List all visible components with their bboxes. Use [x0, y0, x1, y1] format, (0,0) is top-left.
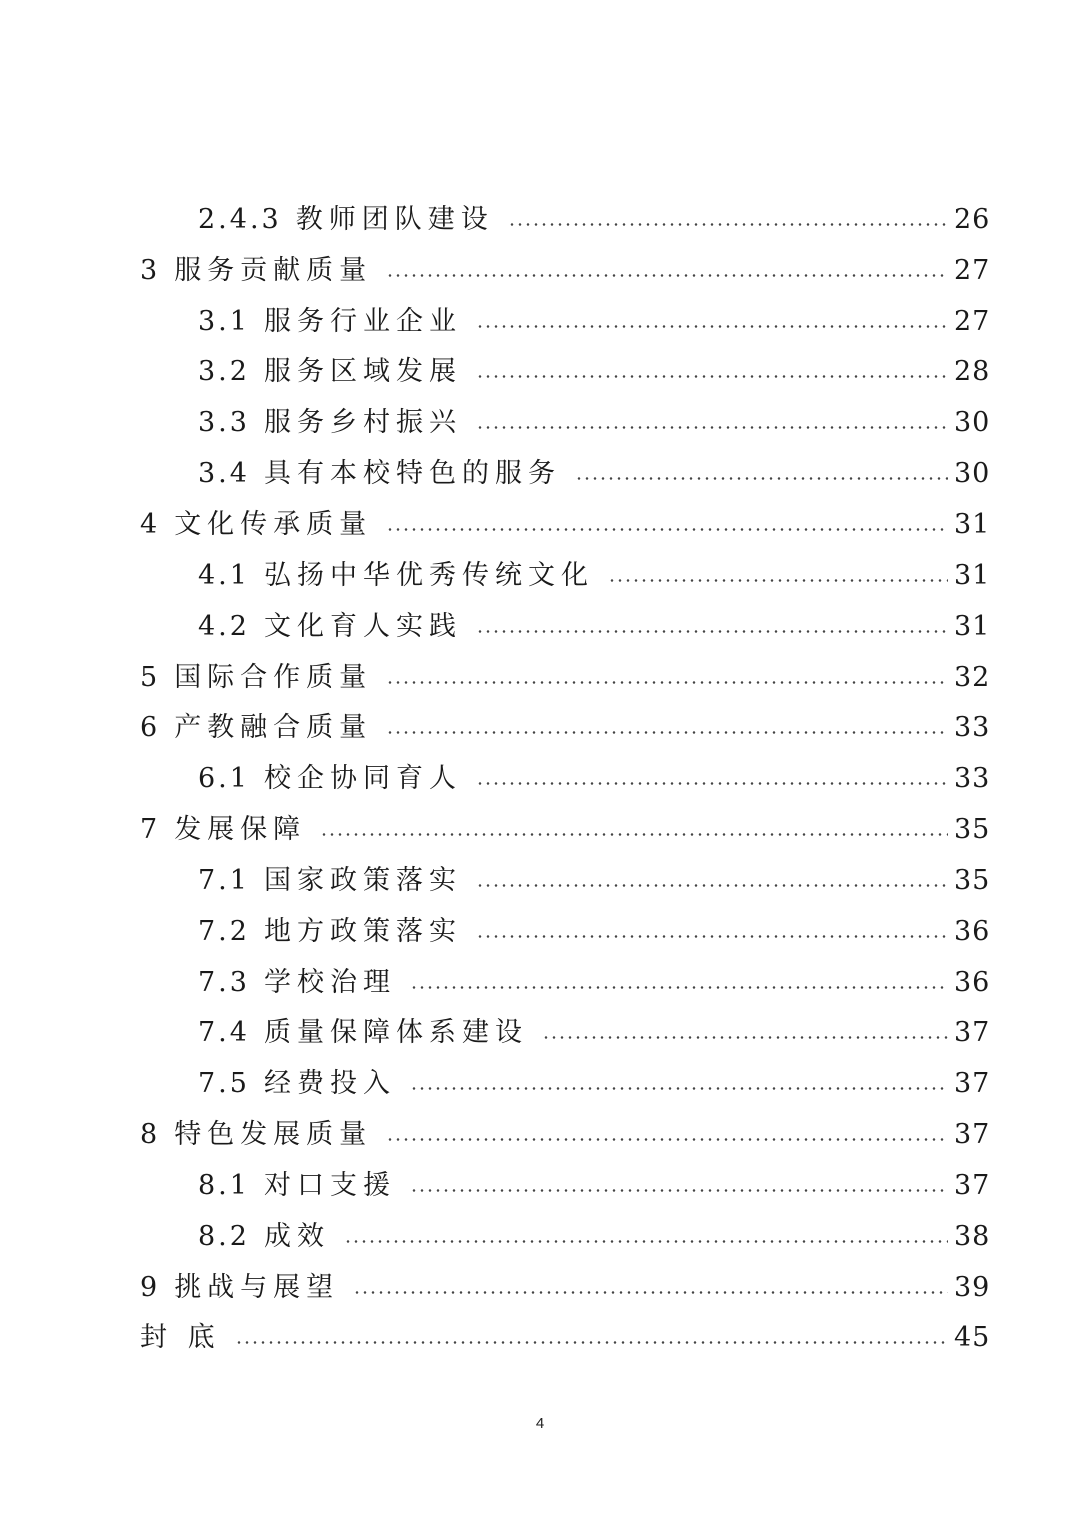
toc-entry-number: 7.3 — [198, 966, 250, 998]
toc-entry-page: 28 — [954, 356, 991, 388]
toc-entry-page: 30 — [954, 407, 991, 439]
toc-entry-page: 37 — [954, 1119, 991, 1151]
toc-entry[interactable] — [0, 855, 1080, 906]
toc-entry[interactable] — [0, 1058, 1080, 1109]
toc-entry[interactable] — [0, 957, 1080, 1008]
toc-entry-page: 27 — [954, 254, 991, 286]
toc-entry-number: 7.2 — [198, 915, 250, 947]
toc-entry-title: 经费投入 — [263, 1068, 396, 1100]
toc-entry[interactable] — [0, 906, 1080, 957]
toc-entry[interactable] — [0, 347, 1080, 398]
toc-entry-number: 3.1 — [198, 305, 250, 337]
dot-leader — [320, 833, 948, 836]
toc-entry-page: 35 — [954, 864, 991, 896]
toc-entry-number: 3.2 — [198, 356, 250, 388]
toc-entry[interactable] — [0, 1211, 1080, 1262]
dot-leader — [476, 935, 948, 938]
toc-entry-number: 9 — [140, 1271, 161, 1303]
toc-entry-title: 文化传承质量 — [174, 508, 373, 540]
toc-entry[interactable] — [0, 1008, 1080, 1059]
dot-leader — [476, 426, 948, 429]
dot-leader — [386, 731, 948, 734]
toc-entry-title: 校企协同育人 — [263, 763, 462, 795]
dot-leader — [476, 782, 948, 785]
toc-entry[interactable] — [0, 245, 1080, 296]
toc-entry-number: 4.1 — [198, 559, 250, 591]
toc-entry-title: 国家政策落实 — [263, 864, 462, 896]
toc-entry-page: 36 — [954, 915, 991, 947]
dot-leader — [476, 884, 948, 887]
toc-entry-title: 地方政策落实 — [263, 915, 462, 947]
toc-entry-page: 38 — [954, 1220, 991, 1252]
dot-leader — [476, 375, 948, 378]
dot-leader — [410, 1189, 948, 1192]
toc-entry-title: 质量保障体系建设 — [263, 1017, 528, 1049]
toc-entry-title: 特色发展质量 — [174, 1119, 373, 1151]
toc-entry-number: 4.2 — [198, 610, 250, 642]
toc-entry-page: 45 — [954, 1322, 991, 1354]
toc-entry-page: 37 — [954, 1017, 991, 1049]
dot-leader — [410, 1087, 948, 1090]
toc-entry-number: 2.4.3 — [198, 203, 282, 235]
toc-entry-title: 成效 — [263, 1220, 330, 1252]
toc-entry-title: 国际合作质量 — [174, 661, 373, 693]
toc-entry[interactable] — [0, 601, 1080, 652]
toc-entry-title: 服务行业企业 — [263, 305, 462, 337]
dot-leader — [476, 630, 948, 633]
toc-entry[interactable] — [0, 804, 1080, 855]
toc-entry-number: 8.1 — [198, 1169, 250, 1201]
toc-entry[interactable] — [0, 702, 1080, 753]
toc-entry[interactable] — [0, 652, 1080, 703]
dot-leader — [608, 579, 948, 582]
toc-entry-page: 37 — [954, 1068, 991, 1100]
dot-leader — [575, 477, 948, 480]
toc-entry-page: 33 — [954, 763, 991, 795]
toc-entry-page: 37 — [954, 1169, 991, 1201]
toc-entry-page: 31 — [954, 559, 991, 591]
toc-entry-page: 36 — [954, 966, 991, 998]
toc-entry-title: 挑战与展望 — [174, 1271, 340, 1303]
toc-entry-title: 发展保障 — [174, 814, 307, 846]
toc-entry[interactable] — [0, 296, 1080, 347]
toc-entry-number: 8 — [140, 1119, 161, 1151]
toc-entry-page: 27 — [954, 305, 991, 337]
toc-entry-title: 文化育人实践 — [263, 610, 462, 642]
toc-entry-number: 5 — [140, 661, 161, 693]
toc-entry[interactable] — [0, 1262, 1080, 1313]
toc-entry[interactable] — [0, 448, 1080, 499]
toc-entry-title: 对口支援 — [263, 1169, 396, 1201]
toc-entry[interactable] — [0, 1160, 1080, 1211]
toc-entry-number: 6 — [140, 712, 161, 744]
toc-entry-title: 产教融合质量 — [174, 712, 373, 744]
dot-leader — [386, 274, 948, 277]
toc-entry-number: 7.1 — [198, 864, 250, 896]
toc-entry-title: 服务乡村振兴 — [263, 407, 462, 439]
toc-entry-page: 33 — [954, 712, 991, 744]
dot-leader — [344, 1240, 948, 1243]
dot-leader — [508, 223, 948, 226]
toc-entry[interactable] — [0, 499, 1080, 550]
page-number: 4 — [535, 1415, 545, 1432]
dot-leader — [353, 1291, 948, 1294]
toc-entry-title: 具有本校特色的服务 — [263, 458, 561, 490]
toc-entry-title: 服务贡献质量 — [174, 254, 373, 286]
toc-entry-page: 26 — [954, 203, 991, 235]
toc-entry-page: 35 — [954, 814, 991, 846]
toc-entry-title: 服务区域发展 — [263, 356, 462, 388]
dot-leader — [476, 325, 948, 328]
toc-entry-title: 学校治理 — [263, 966, 396, 998]
toc-entry-page: 30 — [954, 458, 991, 490]
toc-entry[interactable] — [0, 1313, 1080, 1364]
toc-entry-number: 7.4 — [198, 1017, 250, 1049]
toc-entry-page: 31 — [954, 610, 991, 642]
dot-leader — [542, 1036, 948, 1039]
toc-entry[interactable] — [0, 550, 1080, 601]
toc-entry-number: 7 — [140, 814, 161, 846]
toc-entry-number: 4 — [140, 508, 161, 540]
dot-leader — [235, 1341, 948, 1344]
dot-leader — [410, 986, 948, 989]
toc-entry-number: 6.1 — [198, 763, 250, 795]
dot-leader — [386, 528, 948, 531]
toc-entry-number: 3.3 — [198, 407, 250, 439]
toc-entry-page: 39 — [954, 1271, 991, 1303]
toc-entry-title: 教师团队建设 — [295, 203, 494, 235]
toc-entry-page: 31 — [954, 508, 991, 540]
dot-leader — [386, 1138, 948, 1141]
toc-entry-number: 3.4 — [198, 458, 250, 490]
toc-entry[interactable] — [0, 194, 1080, 245]
dot-leader — [386, 681, 948, 684]
toc-entry[interactable] — [0, 753, 1080, 804]
toc-entry-number: 3 — [140, 254, 161, 286]
toc-entry[interactable] — [0, 397, 1080, 448]
toc-entry-page: 32 — [954, 661, 991, 693]
toc-entry-number: 8.2 — [198, 1220, 250, 1252]
toc-entry-number: 7.5 — [198, 1068, 250, 1100]
toc-entry[interactable] — [0, 1109, 1080, 1160]
toc-entry-title: 弘扬中华优秀传统文化 — [263, 559, 594, 591]
table-of-contents — [0, 194, 1080, 1363]
toc-entry-title: 封 底 — [140, 1322, 221, 1354]
